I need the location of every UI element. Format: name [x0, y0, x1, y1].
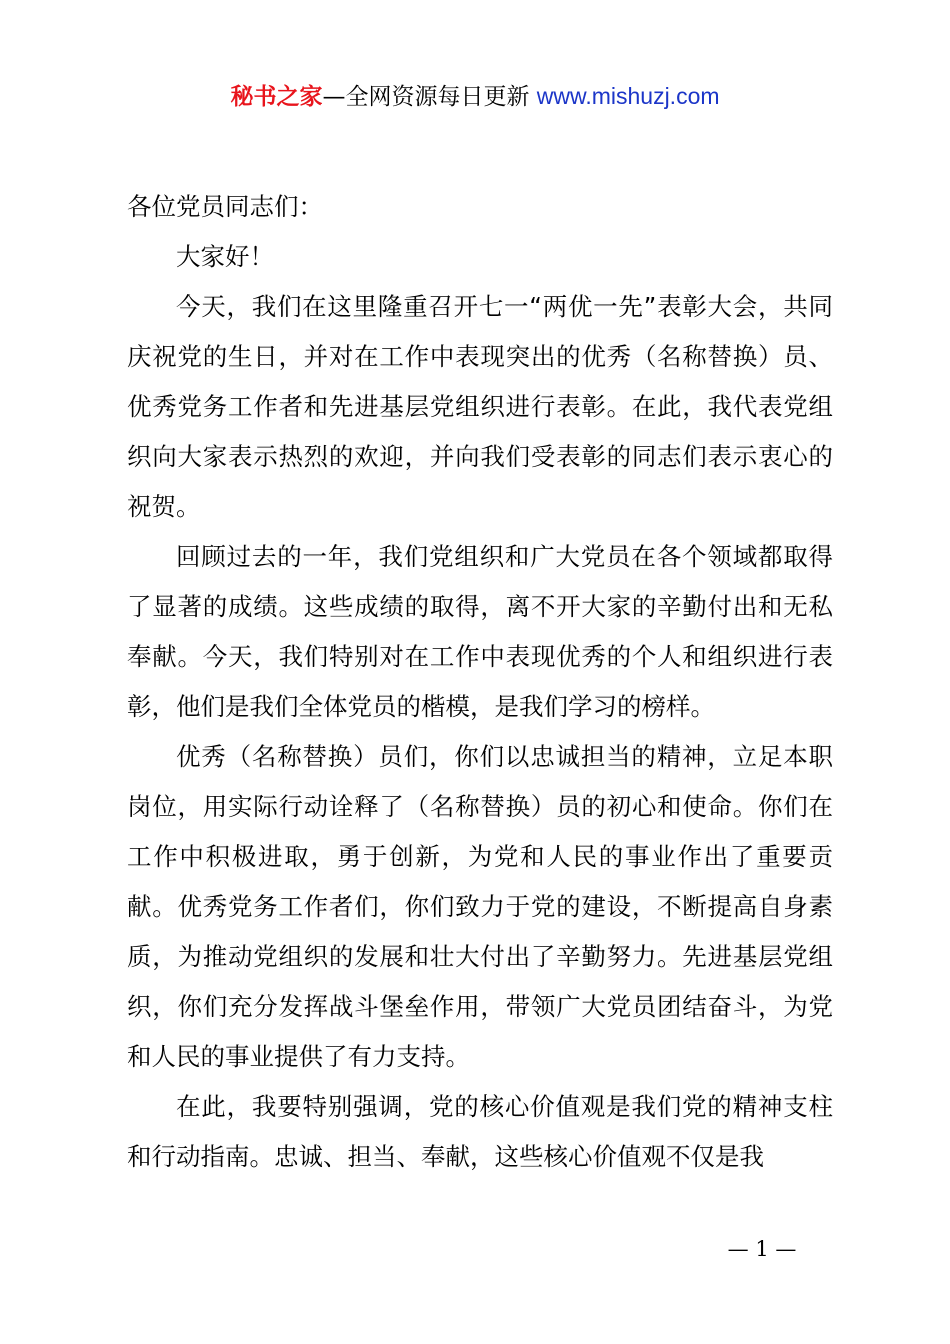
- body-paragraph-3: 优秀（名称替换）员们，你们以忠诚担当的精神，立足本职岗位，用实际行动诠释了（名称替换）员的初心和使命。你们在工作中积极进取，勇于创新，为党和人民的事业作出了重要贡献。优秀党务工作者们，你们致力于党的建设，不断提高自身素质，为推动党组织的发展和壮大付出了辛勤努力。先进基层党组织，你们充分发挥战斗堡垒作用，带领广大党员团结奋斗，为党和人民的事业提供了有力支持。: [127, 742, 833, 1071]
- body-paragraph-1: 今天，我们在这里隆重召开七一“两优一先”表彰大会，共同庆祝党的生日，并对在工作中表现突出的优秀（名称替换）员、优秀党务工作者和先进基层党组织进行表彰。在此，我代表党组织向大家表示热烈的欢迎，并向我们受表彰的同志们表示衷心的祝贺。: [127, 292, 833, 521]
- body-paragraph-2: 回顾过去的一年，我们党组织和广大党员在各个领域都取得了显著的成绩。这些成绩的取得，离不开大家的辛勤付出和无私奉献。今天，我们特别对在工作中表现优秀的个人和组织进行表彰，他们是我们全体党员的楷模，是我们学习的榜样。: [127, 542, 833, 721]
- header-tagline: —全网资源每日更新: [322, 84, 530, 110]
- body-paragraph-4: 在此，我要特别强调，党的核心价值观是我们党的精神支柱和行动指南。忠诚、担当、奉献，这些核心价值观不仅是我: [127, 1092, 833, 1171]
- header-url: www.mishuzj.com: [536, 83, 720, 109]
- page-number: — 1 —: [727, 1237, 797, 1261]
- brand-name: 秘书之家: [230, 84, 323, 110]
- document-body: [127, 182, 833, 1182]
- greeting: 大家好！: [176, 242, 274, 271]
- page-header: [0, 80, 950, 113]
- salutation: 各位党员同志们：: [127, 192, 323, 221]
